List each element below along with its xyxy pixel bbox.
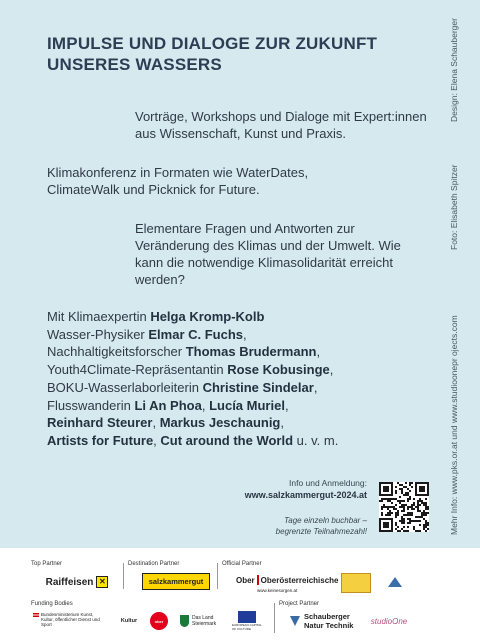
- official-partner-label: Official Partner: [222, 561, 262, 567]
- austria-flag-icon: [33, 613, 39, 617]
- eu-capital-culture-logo: EUROPEAN CAPITAL OF CULTURE: [232, 610, 262, 632]
- more-info-links: Mehr Info: www.pks.or.at und www.studioonepr ojects.com: [449, 315, 459, 535]
- speaker-line: BOKU-Wasserlaborleiterin Christine Sindelar,: [47, 379, 318, 395]
- paragraph-lectures: Vorträge, Workshops und Dialoge mit Expert:innen aus Wissenschaft, Kunst und Praxis.: [135, 109, 427, 141]
- salzkammergut-logo: salzkammergut: [142, 573, 210, 590]
- project-partner-label: Project Partner: [279, 601, 320, 607]
- info-url[interactable]: www.salzkammergut-2024.at: [244, 490, 367, 500]
- speaker-line: Mit Klimaexpertin Helga Kromp-Kolb: [47, 309, 265, 324]
- crest-icon: [180, 615, 189, 627]
- schauberger-logo: Schauberger Natur Technik: [290, 612, 360, 630]
- destination-partner-label: Destination Partner: [128, 561, 180, 567]
- raiffeisen-cross-icon: ✕: [96, 576, 108, 588]
- paragraph-formats: Klimakonferenz in Formaten wie WaterDates, ClimateWalk und Picknick for Future.: [47, 165, 309, 197]
- studio-one-logo: studioOne: [370, 616, 408, 626]
- divider: [274, 603, 275, 633]
- divider: [123, 563, 124, 589]
- design-credit: Design: Elena Schauberger: [449, 18, 459, 122]
- speaker-line: Nachhaltigkeitsforscher Thomas Brudermann,: [47, 344, 321, 360]
- bmkoes-logo: Bundesministerium Kunst, Kultur, öffentlicher Dienst und Sport: [33, 612, 105, 634]
- photo-credit: Foto: Elisabeth Spitzer: [449, 164, 459, 250]
- info-label: Info und Anmeldung:: [289, 478, 367, 488]
- partner-logo-yellow: [341, 573, 371, 593]
- top-partner-label: Top Partner: [31, 561, 63, 567]
- ooe-kultur-circle-logo: ober: [150, 612, 168, 630]
- vortex-icon: [290, 616, 300, 626]
- speaker-line: Reinhard Steurer, Markus Jeschaunig,: [47, 415, 284, 431]
- divider: [217, 563, 218, 589]
- steiermark-logo: Das Land Steiermark: [180, 613, 218, 629]
- page-title: IMPULSE UND DIALOGE ZUR ZUKUNFT UNSERES WASSERS: [47, 34, 378, 74]
- kultur-logo: Kultur: [120, 618, 138, 624]
- flag-icon: [257, 575, 259, 585]
- funding-bodies-label: Funding Bodies: [31, 601, 73, 607]
- ooe-url: www.keinesorgen.at: [257, 587, 298, 593]
- booking-note: Tage einzeln buchbar – begrenzte Teilnahmezahl!: [275, 516, 367, 536]
- raiffeisen-logo: Raiffeisen ✕: [38, 573, 116, 591]
- info-block: [245, 477, 367, 501]
- speaker-line: Youth4Climate-Repräsentantin Rose Kobusinge,: [47, 362, 334, 378]
- speaker-line: Artists for Future, Cut around the World u. v. m.: [47, 432, 339, 448]
- qr-code-icon[interactable]: [379, 482, 429, 532]
- speaker-line: Flusswanderin Li An Phoa, Lucía Muriel,: [47, 397, 289, 413]
- speaker-line: Wasser-Physiker Elmar C. Fuchs,: [47, 326, 247, 342]
- paragraph-questions: Elementare Fragen und Antworten zur Veränderung des Klimas und der Umwelt. Wie kann die notwendige Klimasolidarität erreicht werden?: [135, 221, 401, 287]
- ooe-versicherung-logo: Ober Oberösterreichische: [236, 575, 339, 585]
- eu-flag-icon: [238, 611, 256, 623]
- mountain-logo-icon: [384, 574, 406, 590]
- speakers-list: [47, 308, 407, 450]
